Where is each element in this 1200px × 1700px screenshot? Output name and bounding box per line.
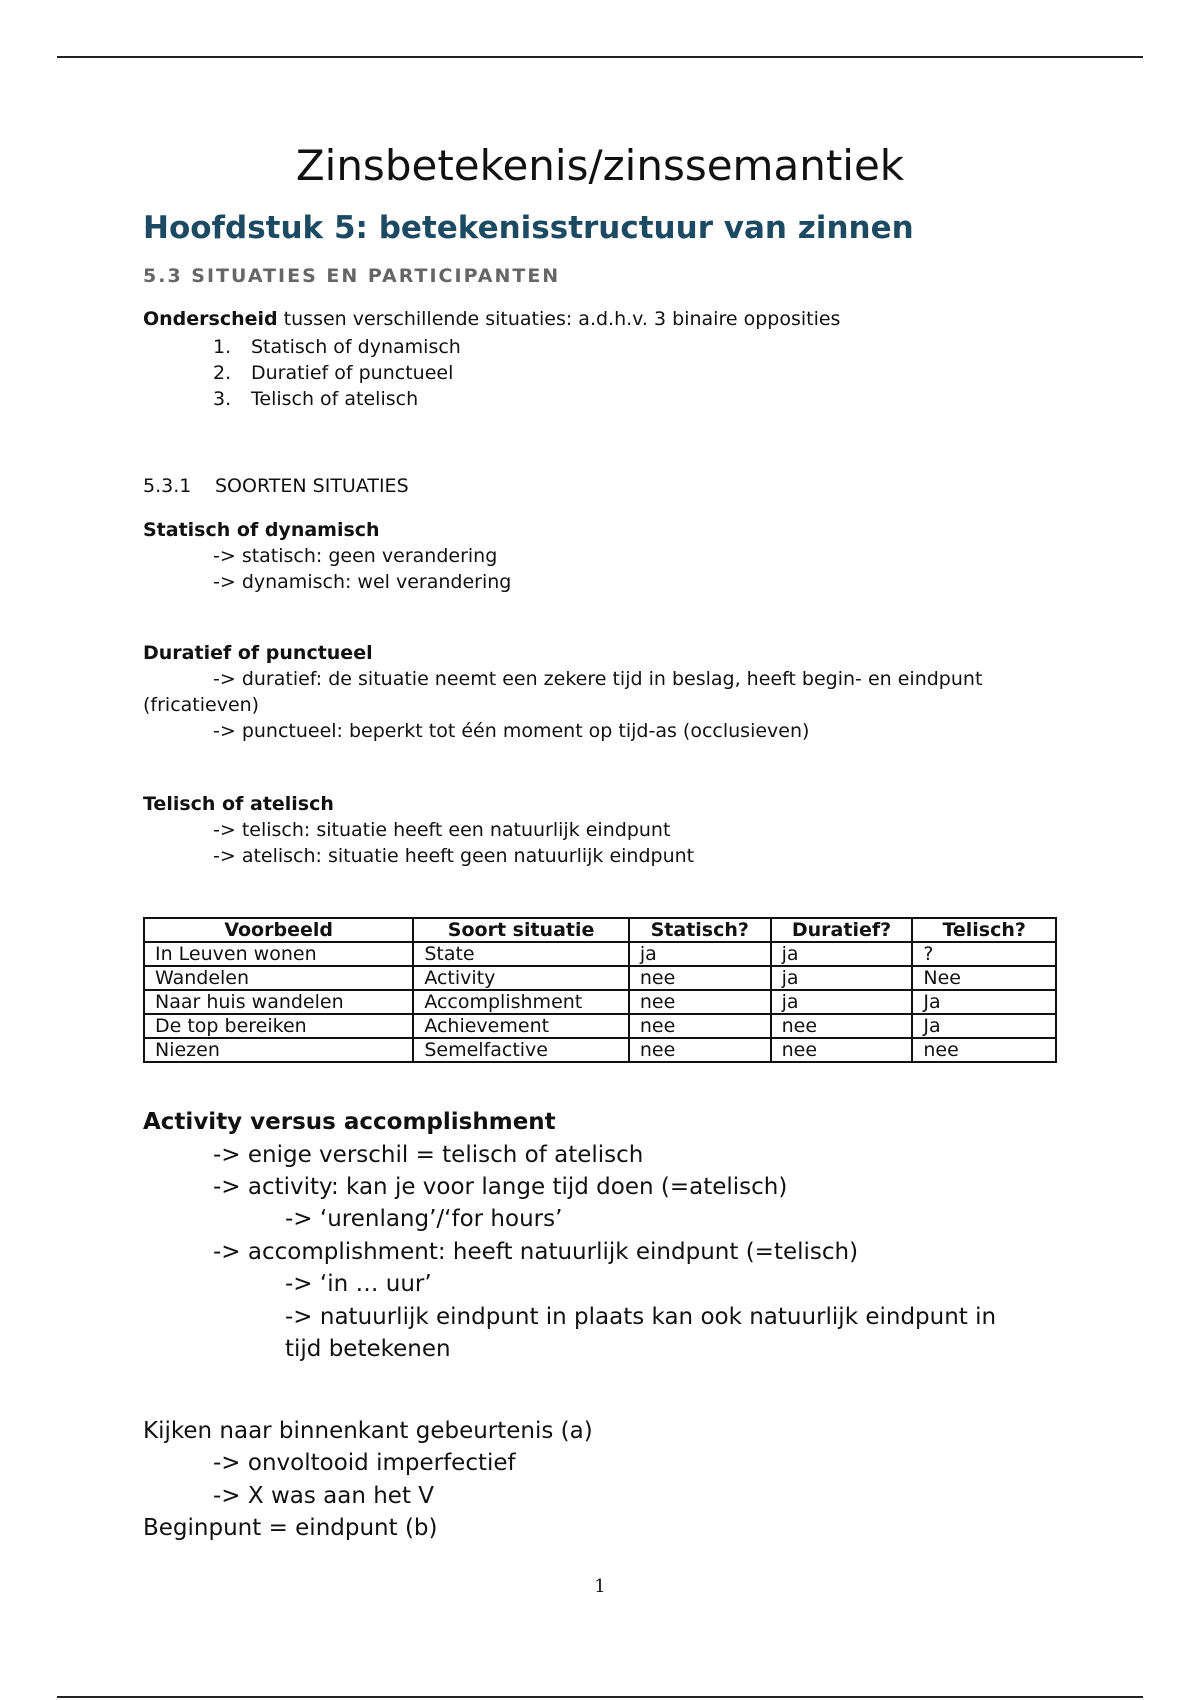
table-row — [144, 1014, 1056, 1038]
durative-line: -> duratief: de situatie neemt een zekere tijd in beslag, heeft begin- en eindpunt — [213, 668, 983, 690]
opposition-num: 1. — [213, 336, 232, 358]
opposition-num: 2. — [213, 362, 232, 384]
table-cell: nee — [629, 1038, 771, 1062]
table-header: Statisch? — [629, 918, 771, 942]
activity-heading: Activity versus accomplishment — [143, 1109, 556, 1135]
table-cell: Activity — [413, 966, 629, 990]
subsection-number: 5.3.1 — [143, 475, 192, 497]
table-cell: nee — [912, 1038, 1056, 1062]
table-cell: nee — [629, 966, 771, 990]
telic-line: -> telisch: situatie heeft een natuurlijk eindpunt — [213, 819, 671, 841]
activity-line: -> natuurlijk eindpunt in plaats kan ook natuurlijk eindpunt in — [285, 1304, 997, 1330]
opposition-num: 3. — [213, 388, 232, 410]
inside-line: -> X was aan het V — [213, 1483, 435, 1509]
table-cell: ja — [629, 942, 771, 966]
punctual-line: -> punctueel: beperkt tot één moment op tijd-as (occlusieven) — [213, 720, 810, 742]
table-cell: Accomplishment — [413, 990, 629, 1014]
subsection-title: SOORTEN SITUATIES — [215, 475, 409, 497]
durative-line-cont: (fricatieven) — [143, 694, 260, 716]
opposition-item-3 — [213, 386, 418, 412]
activity-line: -> enige verschil = telisch of atelisch — [213, 1142, 644, 1168]
opposition-text: Telisch of atelisch — [251, 388, 419, 410]
table-cell: Naar huis wandelen — [144, 990, 413, 1014]
table-cell: Semelfactive — [413, 1038, 629, 1062]
intro-paragraph — [143, 306, 840, 332]
table-cell: ja — [771, 942, 913, 966]
document-title: Zinsbetekenis/zinssemantiek — [295, 141, 905, 190]
telic-heading: Telisch of atelisch — [143, 793, 334, 815]
table-cell: Ja — [912, 990, 1056, 1014]
activity-line: -> ‘urenlang’/‘for hours’ — [285, 1206, 563, 1232]
inside-line: Kijken naar binnenkant gebeurtenis (a) — [143, 1418, 593, 1444]
activity-line: -> activity: kan je voor lange tijd doen (=atelisch) — [213, 1174, 788, 1200]
table-cell: De top bereiken — [144, 1014, 413, 1038]
dynamic-line: -> dynamisch: wel verandering — [213, 571, 512, 593]
table-cell: ja — [771, 966, 913, 990]
intro-bold: Onderscheid — [143, 308, 278, 330]
inside-line: -> onvoltooid imperfectief — [213, 1450, 516, 1476]
table-header: Telisch? — [912, 918, 1056, 942]
table-cell: Wandelen — [144, 966, 413, 990]
table-cell: ja — [771, 990, 913, 1014]
subsection-heading — [143, 473, 409, 499]
static-line: -> statisch: geen verandering — [213, 545, 498, 567]
table-header: Soort situatie — [413, 918, 629, 942]
table-cell: In Leuven wonen — [144, 942, 413, 966]
table-row — [144, 966, 1056, 990]
table-header-row — [144, 918, 1056, 942]
activity-line: -> ‘in … uur’ — [285, 1271, 432, 1297]
activity-line-cont: tijd betekenen — [285, 1336, 451, 1362]
table-cell: nee — [771, 1014, 913, 1038]
chapter-heading: Hoofdstuk 5: betekenisstructuur van zinnen — [143, 210, 914, 246]
opposition-item-1 — [213, 334, 461, 360]
footer-rule — [57, 1696, 1143, 1698]
section-heading: 5.3 SITUATIES EN PARTICIPANTEN — [143, 265, 561, 287]
header-rule — [57, 56, 1143, 58]
opposition-item-2 — [213, 360, 453, 386]
inside-line: Beginpunt = eindpunt (b) — [143, 1515, 438, 1541]
table-cell: Achievement — [413, 1014, 629, 1038]
opposition-text: Duratief of punctueel — [251, 362, 454, 384]
intro-rest: tussen verschillende situaties: a.d.h.v. 3 binaire opposities — [277, 308, 841, 330]
table-cell: State — [413, 942, 629, 966]
table-row — [144, 942, 1056, 966]
table-cell: Niezen — [144, 1038, 413, 1062]
page-number: 1 — [594, 1576, 606, 1597]
activity-line: -> accomplishment: heeft natuurlijk eindpunt (=telisch) — [213, 1239, 859, 1265]
table-cell: ? — [912, 942, 1056, 966]
table-cell: nee — [771, 1038, 913, 1062]
atelic-line: -> atelisch: situatie heeft geen natuurlijk eindpunt — [213, 845, 695, 867]
opposition-text: Statisch of dynamisch — [251, 336, 461, 358]
table-header: Voorbeeld — [144, 918, 413, 942]
table-cell: Nee — [912, 966, 1056, 990]
table-row — [144, 990, 1056, 1014]
table-cell: Ja — [912, 1014, 1056, 1038]
durative-heading: Duratief of punctueel — [143, 642, 373, 664]
table-row — [144, 1038, 1056, 1062]
table-cell: nee — [629, 1014, 771, 1038]
situation-table — [143, 917, 1057, 1063]
static-heading: Statisch of dynamisch — [143, 519, 380, 541]
table-cell: nee — [629, 990, 771, 1014]
table-header: Duratief? — [771, 918, 913, 942]
